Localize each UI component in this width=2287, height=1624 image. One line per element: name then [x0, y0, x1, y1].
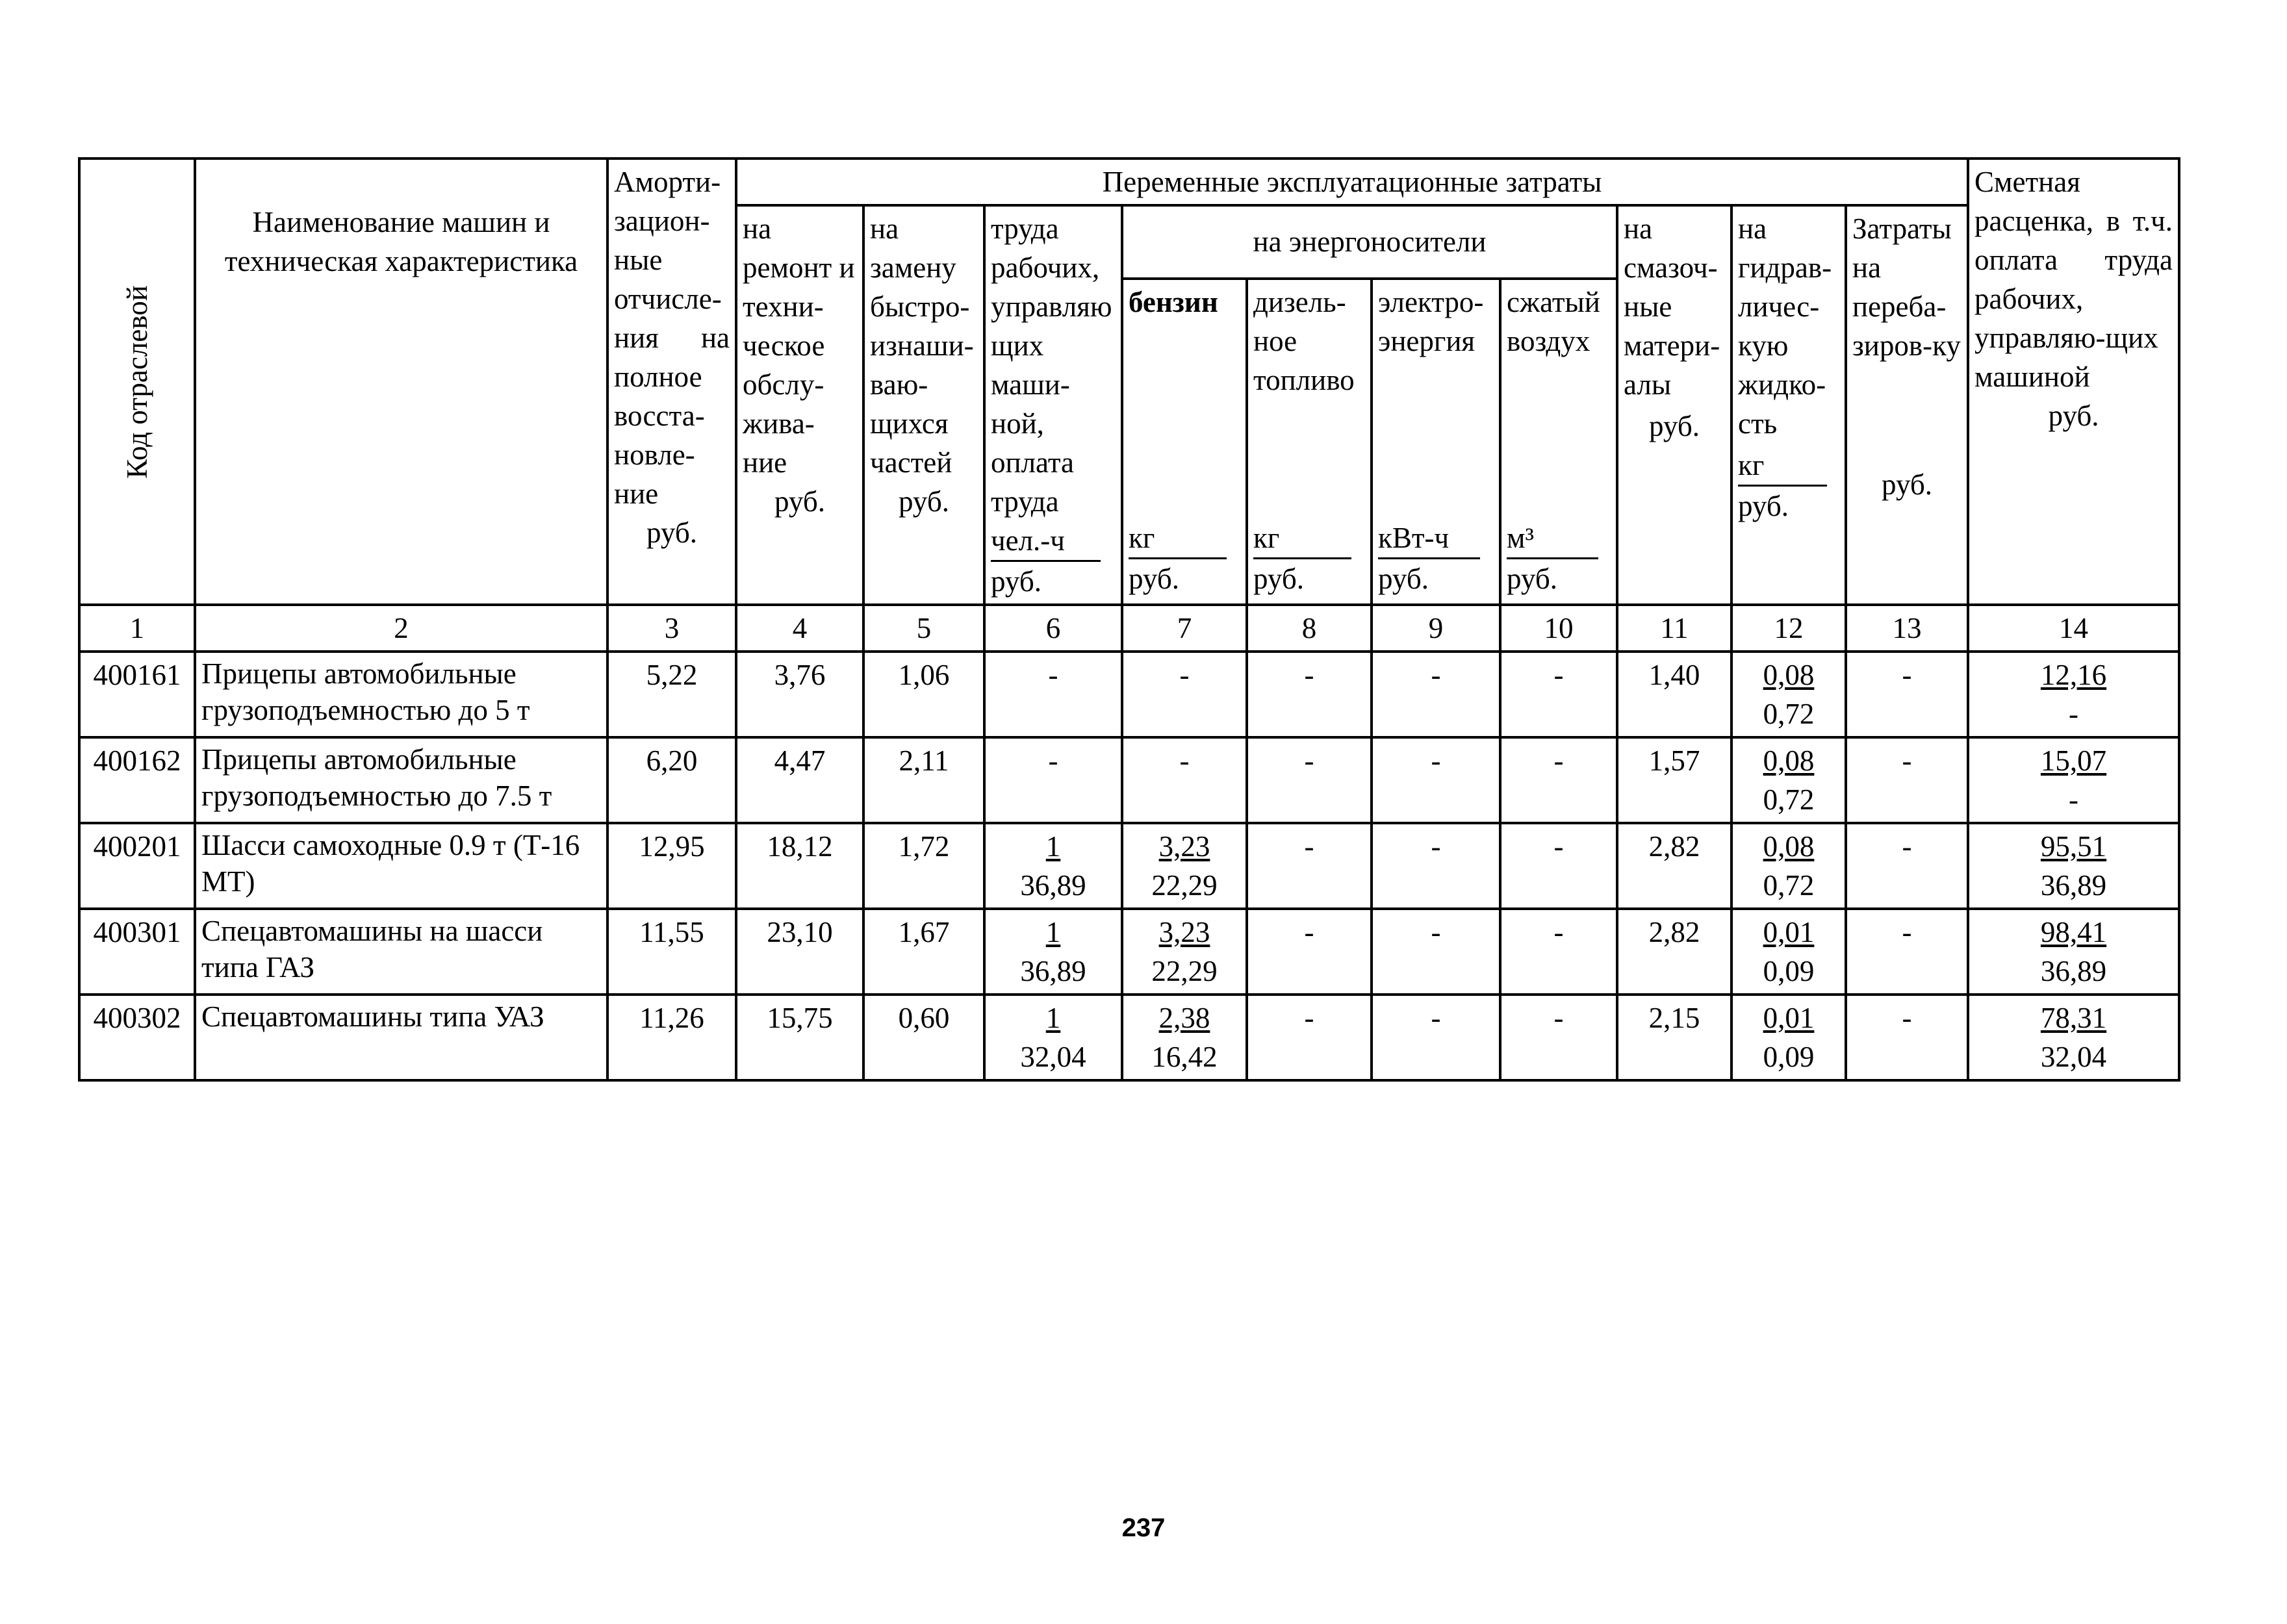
diesel-cell	[1247, 652, 1372, 737]
air-value: -	[1553, 830, 1564, 863]
hydraulic-fraction-bottom: 0,72	[1763, 783, 1815, 816]
rate-cell	[1968, 909, 2179, 995]
lubricants-value: 2,82	[1648, 916, 1700, 948]
table-row	[79, 995, 2179, 1080]
lubricants-cell	[1617, 652, 1731, 737]
relocation-cell	[1846, 737, 1968, 823]
labor-fraction-top: 1	[1045, 1002, 1061, 1034]
header-relocation-label: Затраты на переба-зиров-ку	[1852, 212, 1961, 362]
petrol-value: -	[1179, 744, 1190, 777]
column-number: 2	[195, 605, 607, 652]
labor-fraction	[991, 827, 1116, 905]
code-cell	[79, 737, 195, 823]
hydraulic-cell	[1731, 737, 1846, 823]
relocation-cell	[1846, 995, 1968, 1080]
repair-cell	[736, 823, 863, 909]
name-cell	[195, 652, 607, 737]
parts-cell	[863, 909, 984, 995]
labor-fraction-top: 1	[1045, 916, 1061, 948]
diesel-cell	[1247, 995, 1372, 1080]
air-cell	[1500, 652, 1617, 737]
unit-rub: руб.	[1378, 562, 1429, 595]
rate-fraction-bottom: 36,89	[2040, 869, 2107, 902]
amortization-value: 11,55	[639, 916, 704, 948]
petrol-value: -	[1179, 659, 1190, 691]
lubricants-cell	[1617, 995, 1731, 1080]
parts-value: 2,11	[899, 744, 949, 777]
unit-kg: кг	[1129, 518, 1227, 559]
hydraulic-fraction-top: 0,08	[1763, 744, 1815, 777]
name-cell	[195, 995, 607, 1080]
header-electric	[1372, 279, 1500, 605]
petrol-fraction	[1129, 913, 1240, 991]
repair-value: 23,10	[767, 916, 833, 948]
petrol-cell	[1122, 823, 1247, 909]
rate-fraction-bottom: 36,89	[2040, 955, 2107, 987]
petrol-fraction-bottom: 22,29	[1151, 955, 1218, 987]
diesel-value: -	[1304, 830, 1314, 863]
parts-cell	[863, 823, 984, 909]
header-hydraulic-label: на гидрав-личес-кую жидко-сть	[1738, 212, 1832, 440]
unit-rub: руб.	[646, 516, 697, 549]
header-repair	[736, 205, 863, 605]
petrol-fraction-bottom: 22,29	[1151, 869, 1218, 902]
machine-cost-table	[78, 157, 2180, 1082]
hydraulic-cell	[1731, 823, 1846, 909]
unit-rub: руб.	[1649, 410, 1700, 442]
parts-value: 1,67	[898, 916, 950, 948]
hydraulic-fraction-bottom: 0,09	[1763, 955, 1815, 987]
unit-m3: м³	[1507, 518, 1598, 559]
hydraulic-fraction	[1738, 655, 1839, 733]
air-value: -	[1553, 1002, 1564, 1034]
unit-rub: руб.	[1738, 490, 1789, 522]
lubricants-value: 2,15	[1648, 1002, 1700, 1034]
petrol-cell	[1122, 652, 1247, 737]
header-labor	[984, 205, 1122, 605]
relocation-value: -	[1902, 659, 1912, 691]
header-hydraulic	[1731, 205, 1846, 605]
hydraulic-fraction	[1738, 741, 1839, 819]
unit-rub: руб.	[991, 565, 1041, 598]
header-energy: на энергоносители	[1122, 205, 1617, 279]
air-cell	[1500, 995, 1617, 1080]
machine-code: 400301	[93, 916, 181, 948]
labor-cell	[984, 995, 1122, 1080]
column-number: 13	[1846, 605, 1968, 652]
column-number: 11	[1617, 605, 1731, 652]
air-cell	[1500, 737, 1617, 823]
relocation-value: -	[1902, 1002, 1912, 1034]
rate-cell	[1968, 652, 2179, 737]
header-lubricants-label: на смазоч-ные матери-алы	[1624, 212, 1720, 401]
electric-cell	[1372, 995, 1500, 1080]
column-number: 8	[1247, 605, 1372, 652]
repair-value: 15,75	[767, 1002, 833, 1034]
header-diesel-label: дизель-ное топливо	[1253, 285, 1355, 396]
air-value: -	[1553, 744, 1564, 777]
lubricants-value: 2,82	[1648, 830, 1700, 863]
unit-rub: руб.	[2048, 400, 2099, 432]
table-row	[79, 652, 2179, 737]
petrol-fraction-top: 3,23	[1158, 916, 1210, 948]
diesel-cell	[1247, 823, 1372, 909]
rate-fraction-bottom: -	[2069, 698, 2079, 730]
header-relocation	[1846, 205, 1968, 605]
amortization-cell	[607, 909, 736, 995]
electric-value: -	[1431, 830, 1441, 863]
table-row	[79, 909, 2179, 995]
machine-code: 400161	[93, 659, 181, 691]
column-number: 1	[79, 605, 195, 652]
labor-fraction-top: 1	[1045, 830, 1061, 863]
labor-fraction-bottom: 32,04	[1020, 1041, 1086, 1073]
rate-fraction	[1974, 741, 2173, 819]
petrol-cell	[1122, 909, 1247, 995]
labor-cell	[984, 737, 1122, 823]
rate-cell	[1968, 995, 2179, 1080]
code-cell	[79, 995, 195, 1080]
code-cell	[79, 823, 195, 909]
amortization-cell	[607, 737, 736, 823]
name-cell	[195, 909, 607, 995]
lubricants-value: 1,40	[1648, 659, 1700, 691]
lubricants-cell	[1617, 737, 1731, 823]
rate-fraction-top: 98,41	[2040, 916, 2107, 948]
electric-cell	[1372, 823, 1500, 909]
machine-code: 400201	[93, 830, 181, 863]
petrol-cell	[1122, 995, 1247, 1080]
machine-name: Шасси самоходные 0.9 т (Т-16 МТ)	[201, 829, 580, 898]
header-variable-costs: Переменные эксплуатационные затраты	[736, 159, 1968, 205]
amortization-cell	[607, 823, 736, 909]
hydraulic-fraction-top: 0,01	[1763, 916, 1815, 948]
unit-rub: руб.	[1507, 562, 1557, 595]
column-number: 6	[984, 605, 1122, 652]
hydraulic-cell	[1731, 652, 1846, 737]
parts-value: 1,06	[898, 659, 950, 691]
column-numbers-row	[79, 605, 2179, 652]
column-number: 14	[1968, 605, 2179, 652]
petrol-fraction	[1129, 827, 1240, 905]
hydraulic-fraction-bottom: 0,09	[1763, 1041, 1815, 1073]
repair-cell	[736, 652, 863, 737]
hydraulic-fraction-top: 0,08	[1763, 659, 1815, 691]
header-air-label: сжатый воздух	[1507, 285, 1600, 357]
petrol-fraction	[1129, 998, 1240, 1076]
parts-cell	[863, 737, 984, 823]
machine-code: 400302	[93, 1002, 181, 1034]
column-number: 5	[863, 605, 984, 652]
unit-rub: руб.	[899, 485, 949, 518]
rate-fraction	[1974, 827, 2173, 905]
rate-fraction	[1974, 655, 2173, 733]
table-row	[79, 823, 2179, 909]
air-value: -	[1553, 916, 1564, 948]
hydraulic-fraction	[1738, 827, 1839, 905]
amortization-value: 5,22	[646, 659, 698, 691]
parts-value: 0,60	[898, 1002, 950, 1034]
diesel-value: -	[1304, 1002, 1314, 1034]
header-air	[1500, 279, 1617, 605]
table-row	[79, 737, 2179, 823]
labor-fraction-bottom: 36,89	[1020, 955, 1086, 987]
electric-cell	[1372, 737, 1500, 823]
unit-kwh: кВт-ч	[1378, 518, 1480, 559]
labor-cell	[984, 652, 1122, 737]
code-cell	[79, 652, 195, 737]
machine-name: Прицепы автомобильные грузоподъемностью до 7.5 т	[201, 743, 552, 812]
unit-kg: кг	[1738, 446, 1827, 487]
header-rate-label: Сметная расценка, в т.ч. оплата труда рабочих, управляю-щих машиной	[1974, 166, 2173, 393]
header-electric-label: электро-энергия	[1378, 285, 1484, 357]
rate-cell	[1968, 823, 2179, 909]
unit-man-hours: чел.-ч	[991, 521, 1101, 562]
repair-value: 4,47	[774, 744, 826, 777]
rate-fraction-bottom: -	[2069, 783, 2079, 816]
header-code	[79, 159, 195, 605]
rate-fraction	[1974, 913, 2173, 991]
hydraulic-fraction	[1738, 998, 1839, 1076]
labor-fraction-bottom: 36,89	[1020, 869, 1086, 902]
diesel-value: -	[1304, 659, 1314, 691]
parts-value: 1,72	[898, 830, 950, 863]
relocation-value: -	[1902, 744, 1912, 777]
header-amortization	[607, 159, 736, 605]
machine-name: Спецавтомашины на шасси типа ГАЗ	[201, 915, 543, 983]
header-name: Наименование машин и техническая характеристика	[195, 159, 607, 605]
petrol-fraction-top: 2,38	[1158, 1002, 1210, 1034]
repair-value: 18,12	[767, 830, 833, 863]
header-repair-label: на ремонт и техни-ческое обслу-жива-ние	[743, 212, 855, 479]
hydraulic-cell	[1731, 909, 1846, 995]
header-labor-label: труда рабочих, управляю щих маши-ной, оплата труда	[991, 212, 1112, 518]
relocation-cell	[1846, 652, 1968, 737]
rate-fraction-top: 78,31	[2040, 1002, 2107, 1034]
rate-fraction-top: 12,16	[2040, 659, 2107, 691]
parts-cell	[863, 995, 984, 1080]
header-parts	[863, 205, 984, 605]
electric-value: -	[1431, 916, 1441, 948]
amortization-cell	[607, 652, 736, 737]
lubricants-cell	[1617, 909, 1731, 995]
amortization-value: 11,26	[639, 1002, 704, 1034]
electric-value: -	[1431, 744, 1441, 777]
air-cell	[1500, 823, 1617, 909]
hydraulic-fraction-bottom: 0,72	[1763, 698, 1815, 730]
machine-name: Прицепы автомобильные грузоподъемностью до 5 т	[201, 657, 530, 726]
header-petrol	[1122, 279, 1247, 605]
repair-cell	[736, 737, 863, 823]
relocation-value: -	[1902, 916, 1912, 948]
unit-rub: руб.	[1129, 562, 1179, 595]
petrol-fraction-top: 3,23	[1158, 830, 1210, 863]
header-diesel	[1247, 279, 1372, 605]
labor-value: -	[1048, 659, 1058, 691]
repair-value: 3,76	[774, 659, 826, 691]
rate-cell	[1968, 737, 2179, 823]
unit-rub: руб.	[1882, 468, 1932, 501]
machine-code: 400162	[93, 744, 181, 777]
column-number: 10	[1500, 605, 1617, 652]
unit-kg: кг	[1253, 518, 1351, 559]
page-number: 237	[1121, 1514, 1166, 1542]
unit-rub: руб.	[1253, 562, 1304, 595]
hydraulic-fraction-bottom: 0,72	[1763, 869, 1815, 902]
header-rate	[1968, 159, 2179, 605]
hydraulic-fraction	[1738, 913, 1839, 991]
hydraulic-fraction-top: 0,01	[1763, 1002, 1815, 1034]
amortization-cell	[607, 995, 736, 1080]
labor-fraction	[991, 998, 1116, 1076]
column-number: 3	[607, 605, 736, 652]
unit-rub: руб.	[774, 485, 825, 518]
labor-cell	[984, 823, 1122, 909]
header-amortization-label: Аморти-зацион-ные отчисле-ния на полное восста-новле-ние	[614, 166, 730, 510]
labor-value: -	[1048, 744, 1058, 777]
diesel-value: -	[1304, 916, 1314, 948]
rate-fraction	[1974, 998, 2173, 1076]
rate-fraction-bottom: 32,04	[2040, 1041, 2107, 1073]
lubricants-cell	[1617, 823, 1731, 909]
amortization-value: 6,20	[646, 744, 698, 777]
hydraulic-cell	[1731, 995, 1846, 1080]
header-parts-label: на замену быстро-изнаши-ваю-щихся частей	[870, 212, 974, 479]
lubricants-value: 1,57	[1648, 744, 1700, 777]
repair-cell	[736, 909, 863, 995]
rate-fraction-top: 95,51	[2040, 830, 2107, 863]
hydraulic-fraction-top: 0,08	[1763, 830, 1815, 863]
diesel-value: -	[1304, 744, 1314, 777]
parts-cell	[863, 652, 984, 737]
air-cell	[1500, 909, 1617, 995]
amortization-value: 12,95	[639, 830, 705, 863]
column-number: 9	[1372, 605, 1500, 652]
diesel-cell	[1247, 737, 1372, 823]
machine-name: Спецавтомашины типа УАЗ	[201, 1000, 544, 1033]
petrol-fraction-bottom: 16,42	[1151, 1041, 1218, 1073]
electric-value: -	[1431, 659, 1441, 691]
name-cell	[195, 737, 607, 823]
petrol-cell	[1122, 737, 1247, 823]
header-code-label: Код отраслевой	[121, 285, 153, 479]
column-number: 7	[1122, 605, 1247, 652]
column-number: 12	[1731, 605, 1846, 652]
labor-fraction	[991, 913, 1116, 991]
electric-value: -	[1431, 1002, 1441, 1034]
electric-cell	[1372, 909, 1500, 995]
air-value: -	[1553, 659, 1564, 691]
header-petrol-label: бензин	[1129, 285, 1218, 318]
rate-fraction-top: 15,07	[2040, 744, 2107, 777]
code-cell	[79, 909, 195, 995]
electric-cell	[1372, 652, 1500, 737]
repair-cell	[736, 995, 863, 1080]
relocation-cell	[1846, 823, 1968, 909]
diesel-cell	[1247, 909, 1372, 995]
column-number: 4	[736, 605, 863, 652]
name-cell	[195, 823, 607, 909]
relocation-cell	[1846, 909, 1968, 995]
relocation-value: -	[1902, 830, 1912, 863]
labor-cell	[984, 909, 1122, 995]
header-lubricants	[1617, 205, 1731, 605]
